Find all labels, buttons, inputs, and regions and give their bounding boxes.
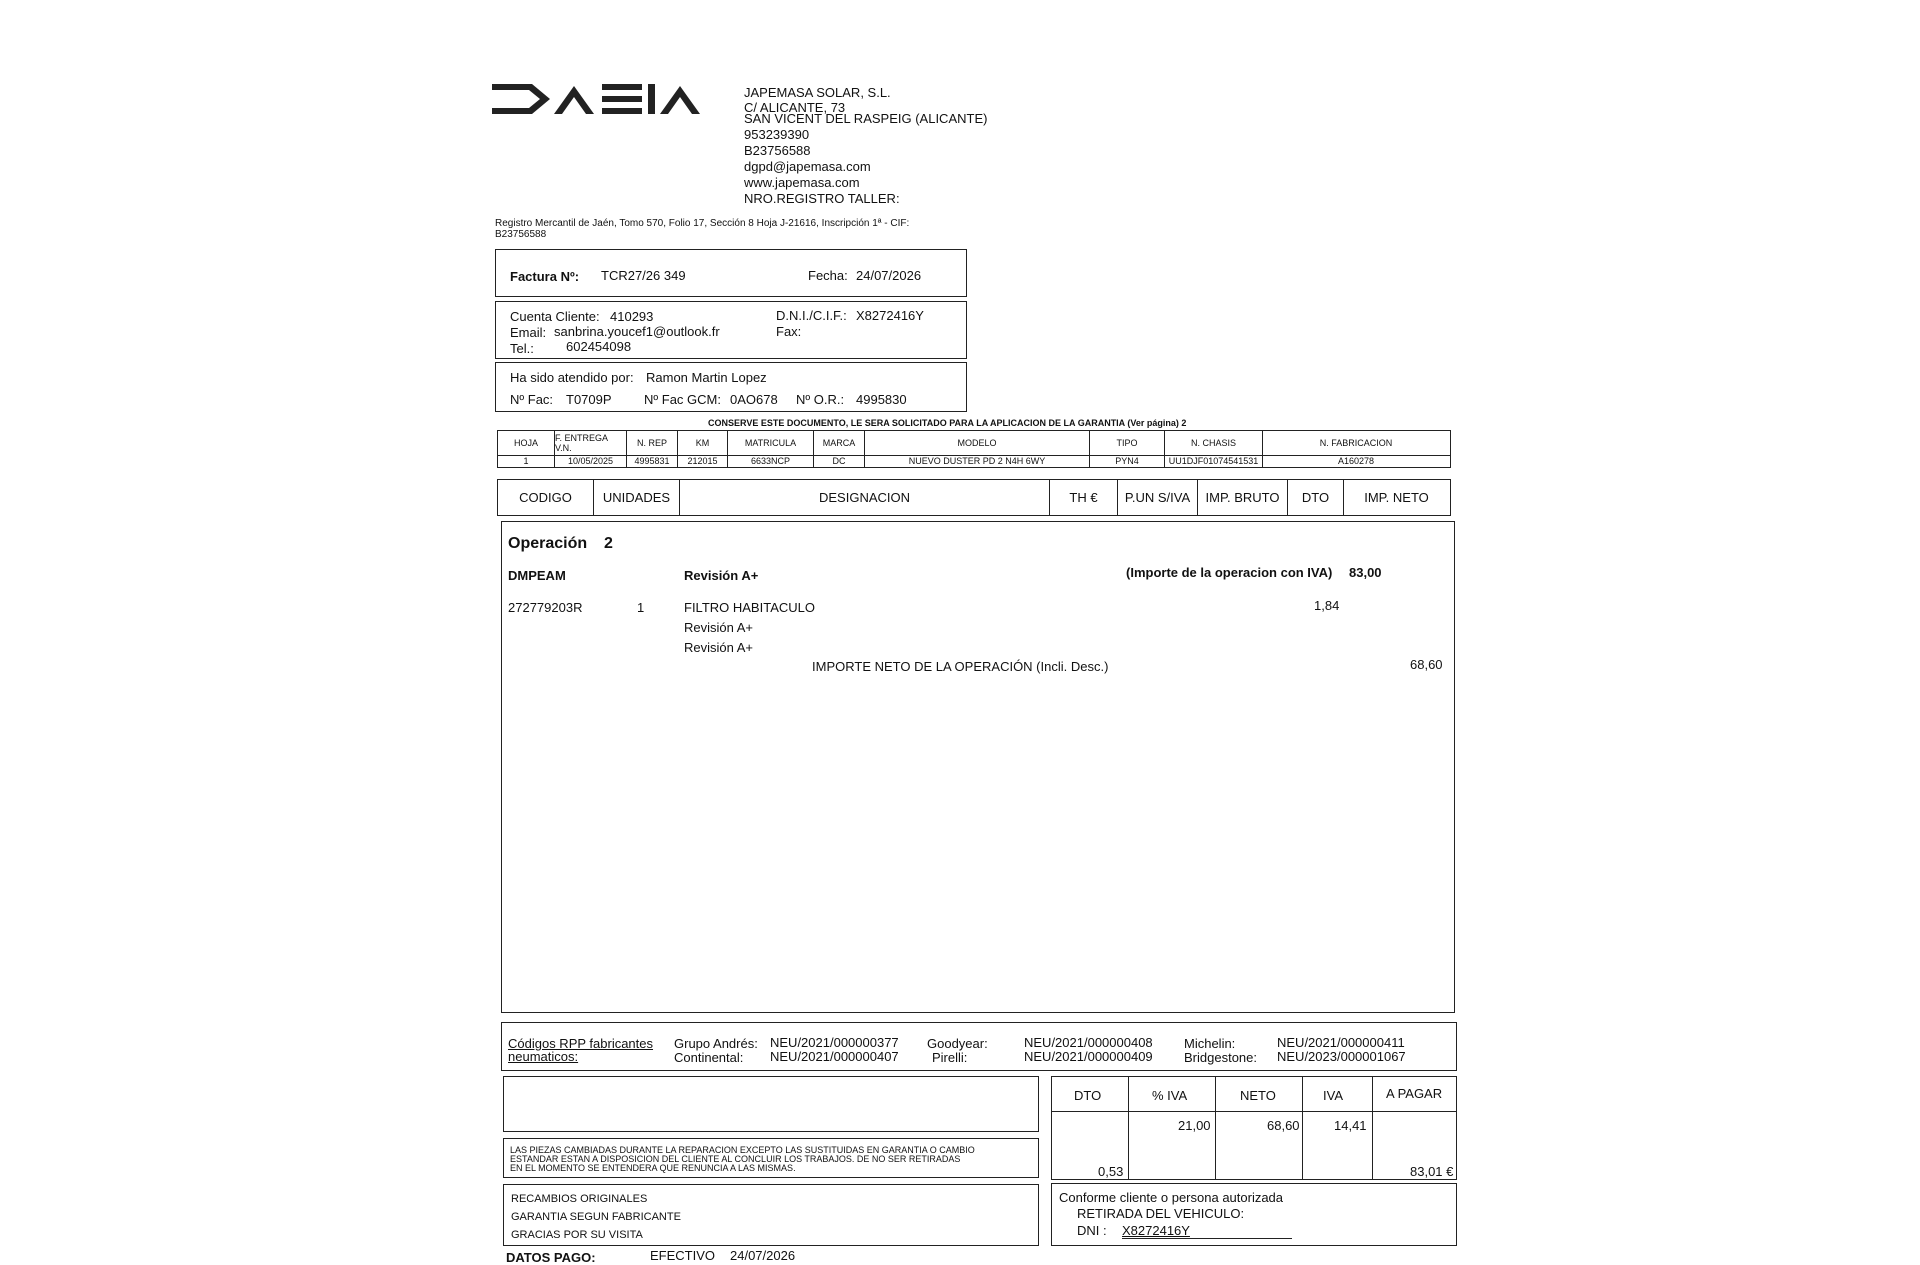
lines-header-cell: DTO [1288, 480, 1344, 515]
company-name: JAPEMASA SOLAR, S.L. [744, 85, 891, 100]
rpp-label-2: neumaticos: [508, 1049, 579, 1064]
payment-label: DATOS PAGO: [506, 1250, 596, 1265]
signature-line [1122, 1238, 1292, 1239]
registry-note: Registro Mercantil de Jaén, Tomo 570, Folio 17, Sección 8 Hoja J-21616, Inscripción 1ª - CIF: [495, 218, 910, 229]
vehicle-value: 212015 [678, 455, 728, 467]
operation-total: 83,00 [1349, 565, 1382, 580]
vehicle-value: DC [814, 455, 865, 467]
note-2: GARANTIA SEGUN FABRICANTE [511, 1211, 681, 1223]
company-address: C/ ALICANTE, 73 [744, 100, 846, 115]
client-email: sanbrina.youcef1@outlook.fr [554, 324, 720, 339]
item-sub-1: Revisión A+ [684, 620, 754, 635]
attended-label: Ha sido atendido por: [510, 370, 634, 385]
registry-note-cif: B23756588 [495, 229, 547, 240]
totals-header-iva: IVA [1323, 1088, 1343, 1103]
operation-number: 2 [604, 535, 613, 552]
attended-box [495, 362, 967, 412]
rpp-label: Códigos RPP fabricantes [508, 1036, 654, 1051]
legal-note-2: ESTANDAR ESTAN A DISPOSICION DEL CLIENTE AL CONCLUIR LOS TRABAJOS. DE NO SER RETIRADAS [510, 1154, 961, 1164]
item-description: FILTRO HABITACULO [684, 600, 815, 615]
nfac-value: T0709P [566, 392, 612, 407]
note-1: RECAMBIOS ORIGINALES [511, 1193, 648, 1205]
client-box [495, 301, 967, 359]
totals-pagar: 83,01 € [1410, 1164, 1454, 1179]
client-dni-label: D.N.I./C.I.F.: [776, 308, 847, 323]
vehicle-header: F. ENTREGA V.N. [555, 431, 627, 455]
vehicle-header: HOJA [498, 431, 555, 455]
lines-header-cell: CODIGO [498, 480, 594, 515]
attended-name: Ramon Martin Lopez [646, 370, 767, 385]
warranty-notice: CONSERVE ESTE DOCUMENTO, LE SERA SOLICITADO PARA LA APLICACION DE LA GARANTIA (Ver página) 2 [708, 418, 1187, 428]
totals-table [1051, 1076, 1457, 1180]
gcm-value: 0AO678 [730, 392, 778, 407]
totals-iva-pct: 21,00 [1178, 1118, 1211, 1133]
rpp-continental-label: Continental: [674, 1050, 744, 1065]
rpp-andres-label: Grupo Andrés: [674, 1036, 758, 1051]
vehicle-header: N. REP [627, 431, 678, 455]
vehicle-value: NUEVO DUSTER PD 2 N4H 6WY [865, 455, 1090, 467]
item-sub-2: Revisión A+ [684, 640, 754, 655]
vehicle-value: 1 [498, 455, 555, 467]
totals-header-iva-pct: % IVA [1152, 1088, 1188, 1103]
invoice-number: TCR27/26 349 [601, 268, 686, 283]
item-code: 272779203R [508, 600, 583, 615]
or-label: Nº O.R.: [796, 392, 845, 407]
totals-iva: 14,41 [1334, 1118, 1367, 1133]
invoice-number-label: Factura Nº: [510, 269, 580, 284]
lines-header-cell: TH € [1050, 480, 1118, 515]
vehicle-header: MARCA [814, 431, 865, 455]
rpp-goodyear-value: NEU/2021/000000408 [1024, 1035, 1153, 1050]
vehicle-header: KM [678, 431, 728, 455]
totals-header-dto: DTO [1074, 1088, 1102, 1103]
lines-header-cell: UNIDADES [594, 480, 680, 515]
gcm-label: Nº Fac GCM: [644, 392, 721, 407]
legal-note: LAS PIEZAS CAMBIADAS DURANTE LA REPARACION EXCEPTO LAS SUSTITUIDAS EN GARANTIA O CAMBIO [510, 1145, 975, 1155]
operation-name: Revisión A+ [684, 568, 759, 583]
operation-total-label: (Importe de la operacion con IVA) [1126, 565, 1333, 580]
conforme-line-2: RETIRADA DEL VEHICULO: [1077, 1206, 1245, 1221]
client-account: 410293 [610, 309, 654, 324]
company-phone: 953239390 [744, 127, 810, 142]
lines-header-cell: DESIGNACION [680, 480, 1050, 515]
rpp-michelin-label: Michelin: [1184, 1036, 1236, 1051]
totals-neto: 68,60 [1267, 1118, 1300, 1133]
vehicle-grid [497, 430, 1451, 468]
company-registry-label: NRO.REGISTRO TALLER: [744, 191, 900, 206]
net-label: IMPORTE NETO DE LA OPERACIÓN (Incli. Desc.) [812, 659, 1109, 674]
vehicle-value: 10/05/2025 [555, 455, 627, 467]
totals-header-pagar: A PAGAR [1386, 1086, 1443, 1101]
vehicle-header: MATRICULA [728, 431, 814, 455]
vehicle-header: TIPO [1090, 431, 1165, 455]
notes-box [503, 1184, 1039, 1246]
vehicle-value: A160278 [1337, 456, 1375, 466]
item-price: 1,84 [1314, 598, 1340, 613]
note-3: GRACIAS POR SU VISITA [511, 1229, 643, 1241]
lines-header-cell: IMP. NETO [1364, 490, 1429, 505]
legal-note-3: EN EL MOMENTO SE ENTENDERA QUE RENUNCIA A LAS MISMAS. [510, 1163, 796, 1173]
client-email-label: Email: [510, 325, 547, 340]
conforme-dni-label: DNI : [1077, 1223, 1107, 1238]
totals-header-neto: NETO [1240, 1088, 1276, 1103]
client-tel-label: Tel.: [510, 341, 534, 356]
conforme-box [1051, 1183, 1457, 1246]
nfac-label: Nº Fac: [510, 392, 554, 407]
item-units: 1 [637, 600, 645, 615]
invoice-date: 24/07/2026 [856, 268, 922, 283]
rpp-goodyear-label: Goodyear: [927, 1036, 988, 1051]
rpp-michelin-value: NEU/2021/000000411 [1277, 1035, 1405, 1050]
rpp-bridgestone-label: Bridgestone: [1184, 1050, 1257, 1065]
invoice-number-box [495, 249, 967, 297]
company-city: SAN VICENT DEL RASPEIG (ALICANTE) [744, 111, 988, 126]
conforme-line-1: Conforme cliente o persona autorizada [1059, 1190, 1284, 1205]
lines-header-cell: IMP. BRUTO [1198, 480, 1288, 515]
rpp-bridgestone-value: NEU/2023/000001067 [1277, 1049, 1406, 1064]
vehicle-value: UU1DJF01074541531 [1165, 455, 1263, 467]
rpp-box [501, 1022, 1457, 1071]
rpp-andres-value: NEU/2021/000000377 [770, 1035, 899, 1050]
observations-box [503, 1076, 1039, 1132]
client-tel: 602454098 [566, 339, 632, 354]
company-cif: B23756588 [744, 143, 811, 158]
lines-header [497, 479, 1451, 516]
invoice-date-label: Fecha: [808, 268, 848, 283]
client-account-label: Cuenta Cliente: [510, 309, 600, 324]
operation-box [501, 521, 1455, 1013]
lines-header-cell: P.UN S/IVA [1118, 480, 1198, 515]
company-email: dgpd@japemasa.com [744, 159, 871, 174]
or-value: 4995830 [856, 392, 907, 407]
payment-method: EFECTIVO [650, 1248, 716, 1263]
operation-title: Operación [508, 535, 588, 552]
vehicle-value: 6633NCP [728, 455, 814, 467]
rpp-pirelli-label: Pirelli: [932, 1050, 968, 1065]
net-value: 68,60 [1410, 657, 1443, 672]
operation-code: DMPEAM [508, 568, 566, 583]
dacia-logo [492, 84, 730, 114]
totals-dto: 0,53 [1098, 1164, 1124, 1179]
payment-date: 24/07/2026 [730, 1248, 796, 1263]
legal-note-box [503, 1138, 1039, 1178]
rpp-continental-value: NEU/2021/000000407 [770, 1049, 899, 1064]
vehicle-value: PYN4 [1090, 455, 1165, 467]
vehicle-value: 4995831 [627, 455, 678, 467]
conforme-dni: X8272416Y [1122, 1223, 1190, 1238]
vehicle-header: MODELO [865, 431, 1090, 455]
rpp-pirelli-value: NEU/2021/000000409 [1024, 1049, 1153, 1064]
client-fax-label: Fax: [776, 324, 802, 339]
vehicle-header: N. CHASIS [1165, 431, 1263, 455]
vehicle-header: N. FABRICACION [1319, 438, 1393, 448]
company-web: www.japemasa.com [744, 175, 860, 190]
client-dni: X8272416Y [856, 308, 924, 323]
